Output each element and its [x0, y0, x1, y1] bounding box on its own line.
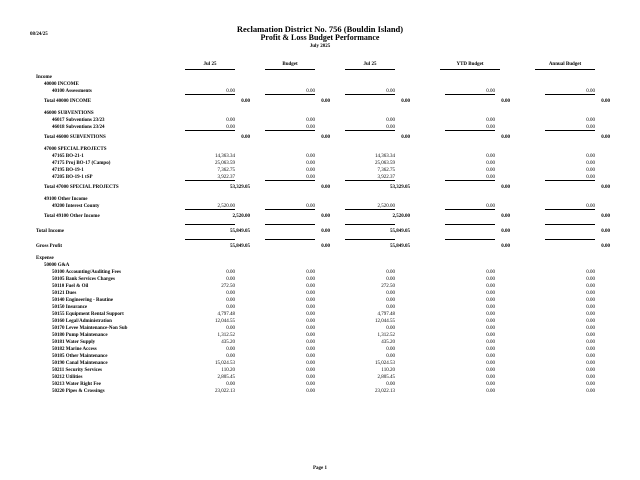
total-row: [0, 98, 640, 105]
row-value: 0.00: [586, 175, 595, 180]
row-value: 0.00: [586, 168, 595, 173]
table-row: [0, 381, 640, 388]
row-value: 0.00: [306, 291, 315, 296]
total-underline: [545, 130, 595, 131]
row-value: 25,063.59: [375, 161, 395, 166]
row-value: 23,022.13: [215, 389, 235, 394]
row-value: 3,922.37: [377, 175, 395, 180]
row-value: 15,024.53: [215, 361, 235, 366]
total-row: [0, 184, 640, 191]
table-row: [0, 318, 640, 325]
row-value: 0.00: [386, 270, 395, 275]
row-label: 40100 Assessments: [52, 89, 92, 94]
row-value: 4,797.48: [377, 312, 395, 317]
total-underline: [345, 209, 395, 210]
row-value: 0.00: [486, 277, 495, 282]
table-row: [0, 353, 640, 360]
row-value: 0.00: [601, 99, 610, 104]
row-value: 2,805.45: [377, 375, 395, 380]
row-label: Expense: [36, 256, 54, 261]
total-underline: [545, 224, 595, 225]
row-value: 0.00: [321, 214, 330, 219]
row-value: 0.00: [386, 305, 395, 310]
row-value: 55,849.05: [230, 229, 250, 234]
row-value: 0.00: [486, 312, 495, 317]
section-heading-row: [0, 146, 640, 153]
row-label: 50220 Pipes & Crossings: [52, 389, 105, 394]
row-value: 435.20: [381, 340, 395, 345]
row-value: 0.00: [486, 340, 495, 345]
row-value: 0.00: [321, 229, 330, 234]
row-label: Gross Profit: [36, 244, 63, 249]
row-value: 0.00: [486, 333, 495, 338]
row-label: 50000 G&A: [44, 263, 70, 268]
row-value: 0.00: [386, 125, 395, 130]
row-value: 53,329.05: [230, 185, 250, 190]
row-value: 0.00: [486, 284, 495, 289]
row-value: 2,805.45: [217, 375, 235, 380]
table-row: [0, 325, 640, 332]
section-heading-row: [0, 74, 640, 81]
total-underline: [445, 224, 495, 225]
table-row: [0, 311, 640, 318]
row-value: 0.00: [386, 382, 395, 387]
table-row: [0, 153, 640, 160]
row-value: 0.00: [401, 135, 410, 140]
report-date: 08/24/25: [30, 32, 48, 37]
row-label: Total 40000 INCOME: [44, 99, 92, 104]
row-value: 0.00: [601, 135, 610, 140]
row-value: 0.00: [306, 168, 315, 173]
row-value: 0.00: [386, 326, 395, 331]
row-value: 4,797.48: [217, 312, 235, 317]
row-value: 0.00: [226, 382, 235, 387]
column-underline: [440, 69, 500, 70]
row-value: 0.00: [306, 340, 315, 345]
row-label: 50180 Pump Maintenance: [52, 333, 108, 338]
row-value: 0.00: [601, 229, 610, 234]
row-value: 272.50: [221, 284, 235, 289]
total-underline: [445, 180, 495, 181]
row-value: 0.00: [306, 312, 315, 317]
row-value: 0.00: [586, 340, 595, 345]
report-period: July 2025: [309, 44, 331, 49]
row-value: 0.00: [486, 368, 495, 373]
row-label: 49100 Other Income: [44, 197, 88, 202]
row-value: 0.00: [306, 125, 315, 130]
report-title: Reclamation District No. 756 (Bouldin Island): [236, 24, 404, 34]
row-value: 0.00: [306, 175, 315, 180]
total-underline: [265, 239, 315, 240]
row-value: 0.00: [226, 354, 235, 359]
total-underline: [545, 209, 595, 210]
table-row: [0, 332, 640, 339]
row-value: 0.00: [486, 175, 495, 180]
row-value: 0.00: [306, 354, 315, 359]
total-underline: [445, 94, 495, 95]
total-underline: [345, 180, 395, 181]
total-underline: [545, 94, 595, 95]
column-underline: [185, 69, 235, 70]
row-value: 0.00: [586, 277, 595, 282]
column-header-actual: Jul 25: [203, 62, 217, 67]
row-value: 0.00: [386, 347, 395, 352]
column-underline: [535, 69, 595, 70]
row-value: 0.00: [306, 389, 315, 394]
table-row: [0, 117, 640, 124]
row-value: 0.00: [586, 125, 595, 130]
row-value: 0.00: [321, 244, 330, 249]
row-value: 0.00: [226, 298, 235, 303]
row-value: 0.00: [306, 298, 315, 303]
row-value: 0.00: [601, 185, 610, 190]
row-value: 0.00: [486, 89, 495, 94]
row-value: 0.00: [226, 305, 235, 310]
row-value: 14,363.34: [215, 154, 235, 159]
row-value: 0.00: [306, 326, 315, 331]
row-value: 2,520.00: [377, 204, 395, 209]
table-row: [0, 269, 640, 276]
row-value: 0.00: [586, 361, 595, 366]
row-value: 0.00: [241, 135, 250, 140]
row-label: 50211 Security Services: [52, 368, 102, 373]
total-underline: [185, 94, 235, 95]
total-underline: [185, 180, 235, 181]
row-label: 50140 Engineering - Routine: [52, 298, 113, 303]
row-value: 0.00: [601, 244, 610, 249]
total-underline: [345, 224, 395, 225]
row-label: 50155 Equipment Rental Support: [52, 312, 124, 317]
total-underline: [265, 130, 315, 131]
row-value: 0.00: [306, 118, 315, 123]
row-value: 0.00: [226, 89, 235, 94]
row-value: 1,312.52: [377, 333, 395, 338]
row-value: 55,849.05: [390, 229, 410, 234]
row-value: 0.00: [386, 277, 395, 282]
row-value: 0.00: [486, 319, 495, 324]
row-value: 0.00: [486, 125, 495, 130]
row-value: 0.00: [386, 298, 395, 303]
row-value: 0.00: [306, 347, 315, 352]
row-label: 50182 Marine Access: [52, 347, 97, 352]
row-value: 0.00: [306, 284, 315, 289]
row-value: 15,024.53: [375, 361, 395, 366]
row-value: 1,312.52: [217, 333, 235, 338]
total-row: [0, 243, 640, 250]
row-value: 0.00: [306, 375, 315, 380]
table-row: [0, 167, 640, 174]
row-value: 0.00: [586, 319, 595, 324]
total-underline: [445, 239, 495, 240]
row-value: 55,849.05: [390, 244, 410, 249]
row-label: 50160 Legal/Administration: [52, 319, 112, 324]
row-value: 0.00: [306, 161, 315, 166]
row-value: 0.00: [226, 277, 235, 282]
row-value: 0.00: [501, 185, 510, 190]
row-value: 0.00: [241, 99, 250, 104]
row-label: 46017 Subventions 23/23: [52, 118, 105, 123]
table-row: [0, 388, 640, 395]
row-value: 0.00: [501, 99, 510, 104]
row-value: 0.00: [306, 368, 315, 373]
total-underline: [345, 94, 395, 95]
section-heading-row: [0, 81, 640, 88]
column-header-annual-budget: Annual Budget: [548, 62, 582, 67]
row-label: 50170 Levee Maintenance-Non Sub: [52, 326, 128, 331]
row-value: 0.00: [586, 204, 595, 209]
row-value: 0.00: [586, 354, 595, 359]
column-underline: [345, 69, 395, 70]
table-row: [0, 203, 640, 210]
table-row: [0, 124, 640, 131]
row-value: 0.00: [306, 270, 315, 275]
row-value: 0.00: [226, 118, 235, 123]
total-row: [0, 213, 640, 220]
row-value: 0.00: [386, 118, 395, 123]
total-underline: [185, 224, 235, 225]
row-value: 0.00: [226, 291, 235, 296]
row-value: 0.00: [321, 135, 330, 140]
row-value: 0.00: [486, 326, 495, 331]
row-value: 0.00: [586, 368, 595, 373]
table-row: [0, 304, 640, 311]
row-value: 12,044.55: [215, 319, 235, 324]
row-value: 0.00: [306, 154, 315, 159]
column-header-actual-ytd: Jul 25: [363, 62, 377, 67]
row-value: 0.00: [601, 214, 610, 219]
row-label: Total Income: [36, 229, 65, 234]
row-value: 12,044.55: [375, 319, 395, 324]
row-value: 0.00: [226, 270, 235, 275]
row-label: 50150 Insurance: [52, 305, 88, 310]
row-value: 0.00: [586, 389, 595, 394]
row-label: 50185 Other Maintenance: [52, 354, 108, 359]
row-value: 0.00: [306, 361, 315, 366]
row-value: 0.00: [586, 333, 595, 338]
total-underline: [185, 130, 235, 131]
row-value: 110.20: [221, 368, 235, 373]
row-value: 0.00: [226, 326, 235, 331]
row-value: 0.00: [586, 270, 595, 275]
total-underline: [545, 180, 595, 181]
row-value: 0.00: [386, 354, 395, 359]
row-value: 0.00: [486, 161, 495, 166]
total-underline: [265, 209, 315, 210]
row-value: 0.00: [486, 168, 495, 173]
row-value: 0.00: [306, 333, 315, 338]
row-value: 0.00: [486, 118, 495, 123]
row-value: 0.00: [501, 214, 510, 219]
total-underline: [345, 130, 395, 131]
row-value: 0.00: [486, 354, 495, 359]
table-row: [0, 346, 640, 353]
row-value: 0.00: [486, 298, 495, 303]
row-label: 50105 Bank Services Charges: [52, 277, 115, 282]
row-label: Income: [36, 75, 52, 80]
row-value: 0.00: [586, 89, 595, 94]
total-underline: [265, 224, 315, 225]
row-value: 0.00: [486, 154, 495, 159]
row-value: 435.20: [221, 340, 235, 345]
row-value: 0.00: [586, 161, 595, 166]
page-footer: Page 1: [312, 466, 328, 471]
total-underline: [445, 130, 495, 131]
column-underline: [265, 69, 315, 70]
row-value: 0.00: [486, 204, 495, 209]
row-value: 7,362.75: [217, 168, 235, 173]
row-value: 3,922.37: [217, 175, 235, 180]
total-underline: [445, 209, 495, 210]
table-row: [0, 88, 640, 95]
table-row: [0, 276, 640, 283]
row-value: 0.00: [486, 347, 495, 352]
row-value: 0.00: [226, 347, 235, 352]
row-value: 0.00: [586, 291, 595, 296]
row-label: Total 49100 Other Income: [44, 214, 100, 219]
row-label: 50213 Water Right Fee: [52, 382, 101, 387]
total-underline: [265, 180, 315, 181]
table-row: [0, 297, 640, 304]
table-row: [0, 339, 640, 346]
row-label: 50181 Water Supply: [52, 340, 96, 345]
total-underline: [345, 239, 395, 240]
row-value: 0.00: [306, 319, 315, 324]
row-value: 0.00: [501, 135, 510, 140]
row-value: 0.00: [386, 291, 395, 296]
row-value: 0.00: [586, 312, 595, 317]
row-value: 0.00: [486, 305, 495, 310]
row-value: 0.00: [486, 270, 495, 275]
row-label: 47175 Proj BO-17 (Campo): [52, 161, 111, 166]
table-row: [0, 360, 640, 367]
row-value: 0.00: [586, 375, 595, 380]
table-row: [0, 367, 640, 374]
row-value: 0.00: [306, 89, 315, 94]
row-value: 2,520.00: [217, 204, 235, 209]
row-value: 0.00: [586, 382, 595, 387]
total-underline: [265, 94, 315, 95]
column-header-ytd-budget: YTD Budget: [456, 62, 484, 67]
row-value: 110.20: [381, 368, 395, 373]
row-value: 0.00: [486, 361, 495, 366]
row-label: 50110 Fuel & Oil: [52, 284, 89, 289]
total-row: [0, 228, 640, 235]
row-value: 0.00: [401, 99, 410, 104]
row-value: 2,520.00: [232, 214, 250, 219]
row-value: 7,362.75: [377, 168, 395, 173]
row-value: 0.00: [501, 229, 510, 234]
row-label: 50190 Canal Maintenance: [52, 361, 108, 366]
row-value: 0.00: [486, 389, 495, 394]
row-value: 0.00: [486, 375, 495, 380]
row-value: 0.00: [586, 118, 595, 123]
row-value: 23,022.13: [375, 389, 395, 394]
row-value: 0.00: [306, 277, 315, 282]
table-row: [0, 283, 640, 290]
row-value: 0.00: [226, 125, 235, 130]
row-value: 0.00: [586, 298, 595, 303]
row-value: 14,363.34: [375, 154, 395, 159]
total-underline: [185, 209, 235, 210]
row-value: 0.00: [586, 284, 595, 289]
row-label: 47195 BO-19-1: [52, 168, 84, 173]
row-value: 0.00: [586, 347, 595, 352]
row-value: 55,849.05: [230, 244, 250, 249]
table-row: [0, 374, 640, 381]
row-label: Total 47000 SPECIAL PROJECTS: [44, 185, 119, 190]
row-value: 0.00: [321, 99, 330, 104]
row-label: 50212 Utilities: [52, 375, 83, 380]
table-row: [0, 160, 640, 167]
row-label: 40000 INCOME: [44, 82, 79, 87]
row-label: 49200 Interest County: [52, 204, 100, 209]
row-value: 0.00: [586, 326, 595, 331]
section-heading-row: [0, 196, 640, 203]
row-value: 0.00: [386, 89, 395, 94]
total-underline: [545, 239, 595, 240]
row-label: 46018 Subventions 23/24: [52, 125, 105, 130]
table-row: [0, 290, 640, 297]
section-heading-row: [0, 255, 640, 262]
row-value: 25,063.59: [215, 161, 235, 166]
row-label: 50100 Accounting/Auditing Fees: [52, 270, 121, 275]
section-heading-row: [0, 110, 640, 117]
row-label: 47205 BO-19-1 tSP: [52, 175, 93, 180]
row-value: 53,329.05: [390, 185, 410, 190]
row-value: 0.00: [586, 154, 595, 159]
row-value: 0.00: [306, 382, 315, 387]
table-row: [0, 174, 640, 181]
row-value: 0.00: [586, 305, 595, 310]
row-value: 0.00: [501, 244, 510, 249]
row-value: 2,520.00: [392, 214, 410, 219]
column-header-budget: Budget: [282, 62, 298, 67]
row-label: Total 46000 SUBVENTIONS: [44, 135, 106, 140]
row-value: 0.00: [306, 305, 315, 310]
row-label: 50121 Dues: [52, 291, 77, 296]
row-value: 272.50: [381, 284, 395, 289]
row-value: 0.00: [321, 185, 330, 190]
total-row: [0, 134, 640, 141]
total-underline: [185, 239, 235, 240]
row-value: 0.00: [306, 204, 315, 209]
row-value: 0.00: [486, 382, 495, 387]
row-label: 47000 SPECIAL PROJECTS: [44, 147, 107, 152]
row-value: 0.00: [486, 291, 495, 296]
section-heading-row: [0, 262, 640, 269]
row-label: 47165 BO-21-1: [52, 154, 84, 159]
report-subtitle: Profit & Loss Budget Performance: [260, 33, 380, 42]
row-label: 46000 SUBVENTIONS: [44, 111, 94, 116]
